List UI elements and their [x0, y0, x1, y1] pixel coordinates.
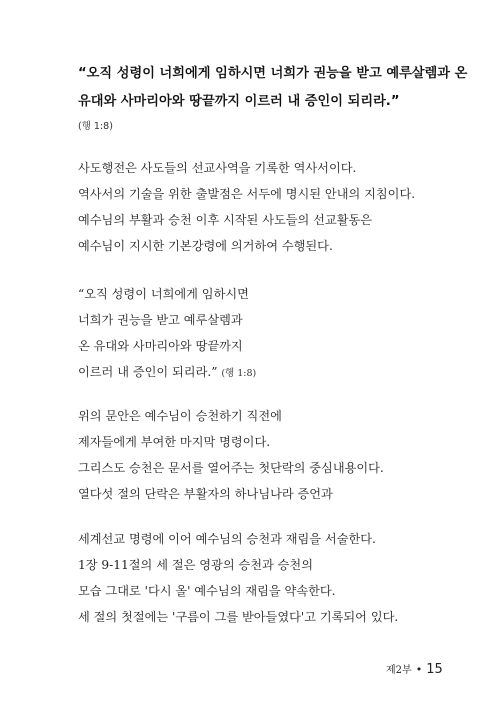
- verse-reference: (행 1:8): [221, 368, 257, 379]
- paragraph-line: 1장 9-11절의 세 절은 영광의 승천과 승천의: [78, 558, 313, 572]
- paragraph-line: 제자들에게 부여한 마지막 명령이다.: [78, 435, 271, 449]
- paragraph-3: [78, 403, 488, 507]
- paragraph-2-quote: [78, 281, 488, 387]
- headline-quote-line: “오직 성령이 너희에게 임하시면 너희가 권능을 받고 예루살렘과 온: [78, 66, 468, 81]
- headline-quote-reference: (행 1:8): [78, 121, 113, 132]
- paragraph-line: 세계선교 명령에 이어 예수님의 승천과 재림을 서술한다.: [78, 532, 376, 546]
- page-number: 15: [426, 662, 443, 677]
- paragraph-line-with-reference: [78, 359, 488, 387]
- page-footer: [386, 661, 443, 677]
- paragraph-line: 세 절의 첫절에는 '구름이 그를 받아들였다'고 기록되어 있다.: [78, 610, 399, 624]
- headline-quote-line: 유대와 사마리아와 땅끝까지 이르러 내 증인이 되리라.”: [78, 94, 400, 109]
- paragraph-line: “오직 성령이 너희에게 임하시면: [78, 287, 249, 301]
- paragraph-line: 온 유대와 사마리아와 땅끝까지: [78, 339, 243, 353]
- paragraph-line: 이르러 내 증인이 되리라.”: [78, 365, 218, 379]
- headline-quote: [78, 60, 478, 116]
- paragraph-4: [78, 526, 488, 630]
- part-label: 제2부: [386, 665, 412, 676]
- paragraph-line: 모습 그대로 '다시 올' 예수님의 재림을 약속한다.: [78, 584, 336, 598]
- paragraph-line: 역사서의 기술을 위한 출발점은 서두에 명시된 안내의 지침이다.: [78, 187, 416, 201]
- paragraph-line: 위의 문안은 예수님이 승천하기 직전에: [78, 409, 282, 423]
- paragraph-line: 사도행전은 사도들의 선교사역을 기록한 역사서이다.: [78, 161, 357, 175]
- paragraph-1: [78, 155, 488, 259]
- bullet-separator: •: [415, 663, 423, 676]
- paragraph-line: 열다섯 절의 단락은 부활자의 하나님나라 증언과: [78, 487, 333, 501]
- paragraph-line: 예수님이 지시한 기본강령에 의거하여 수행된다.: [78, 239, 333, 253]
- paragraph-line: 너희가 권능을 받고 예루살렘과: [78, 313, 243, 327]
- paragraph-line: 예수님의 부활과 승천 이후 시작된 사도들의 선교활동은: [78, 213, 373, 227]
- paragraph-line: 그리스도 승천은 문서를 열어주는 첫단락의 중심내용이다.: [78, 461, 384, 475]
